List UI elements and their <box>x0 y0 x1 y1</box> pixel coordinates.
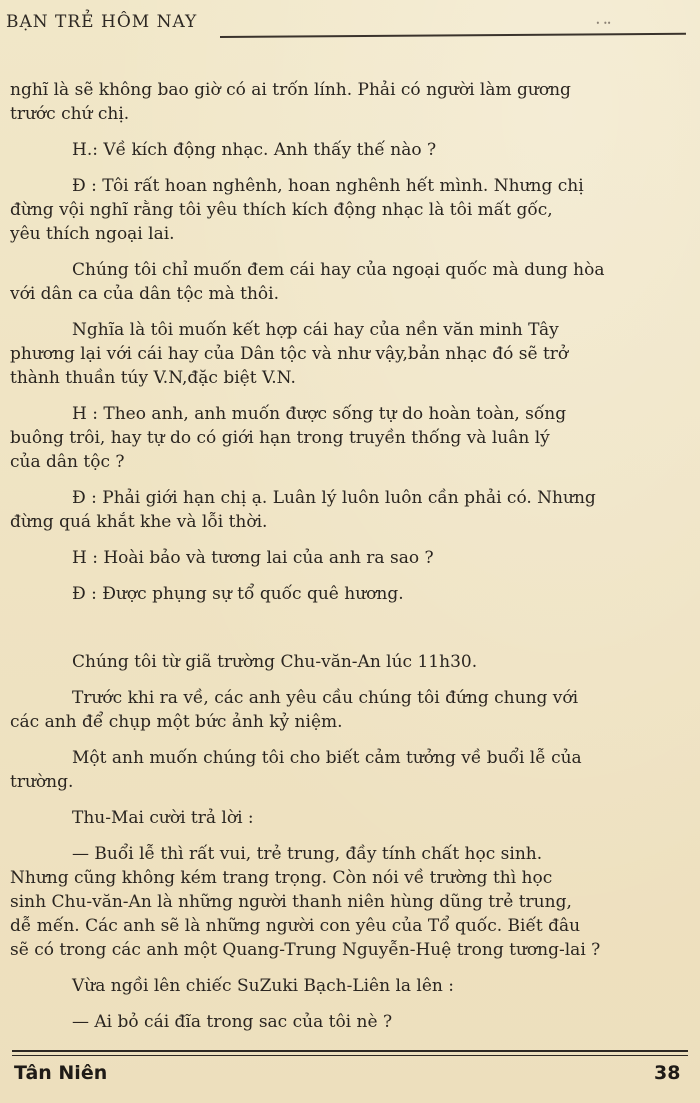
text-line: của dân tộc ? <box>10 452 125 472</box>
text-line: các anh để chụp một bức ảnh kỷ niệm. <box>10 712 343 732</box>
text-line: Nghĩa là tôi muốn kết hợp cái hay của nền văn minh Tây <box>72 320 559 340</box>
text-line: Chúng tôi từ giã trường Chu-văn-An lúc 11h30. <box>72 652 478 672</box>
text-line: phương lại với cái hay của Dân tộc và như vậy,bản nhạc đó sẽ trở <box>10 344 569 364</box>
paragraph-gap <box>10 570 686 582</box>
paragraph <box>10 974 686 998</box>
footer-rule-thin <box>12 1055 688 1056</box>
running-header-title: BẠN TRẺ HÔM NAY <box>6 12 198 32</box>
header-mark: ꞏ ꞏꞏ <box>596 16 611 30</box>
paragraph <box>10 486 686 534</box>
paragraph <box>10 746 686 794</box>
paragraph <box>10 806 686 830</box>
paragraph <box>10 582 686 606</box>
text-line: đừng quá khắt khe và lỗi thời. <box>10 512 268 532</box>
paragraph-gap <box>10 674 686 686</box>
paragraph-gap <box>10 998 686 1010</box>
text-line: Đ : Được phụng sự tổ quốc quê hương. <box>72 584 404 604</box>
paragraph <box>10 78 686 126</box>
paragraph-gap <box>10 126 686 138</box>
paragraph-gap <box>10 534 686 546</box>
text-line: Vừa ngồi lên chiếc SuZuki Bạch-Liên la lên : <box>72 976 455 996</box>
text-line: trường. <box>10 772 74 792</box>
text-line: — Buổi lễ thì rất vui, trẻ trung, đầy tính chất học sinh. <box>72 844 543 864</box>
paragraph <box>10 318 686 390</box>
paragraph <box>10 546 686 570</box>
text-line: Chúng tôi chỉ muốn đem cái hay của ngoại quốc mà dung hòa <box>72 260 605 280</box>
paragraph <box>10 842 686 962</box>
paragraph <box>10 174 686 246</box>
footer-magazine-title: Tân Niên <box>14 1062 108 1084</box>
article-body <box>10 78 686 1034</box>
text-line: H : Hoài bảo và tương lai của anh ra sao ? <box>72 548 434 568</box>
paragraph <box>10 650 686 674</box>
header-rule <box>220 33 686 38</box>
text-line: sẽ có trong các anh một Quang-Trung Nguyễn-Huệ trong tương-lai ? <box>10 940 601 960</box>
section-gap <box>10 606 686 650</box>
paragraph-gap <box>10 162 686 174</box>
paragraph-gap <box>10 962 686 974</box>
text-line: Đ : Tôi rất hoan nghênh, hoan nghênh hết mình. Nhưng chị <box>72 176 584 196</box>
text-line: nghĩ là sẽ không bao giờ có ai trốn lính. Phải có người làm gương <box>10 80 571 100</box>
paragraph-gap <box>10 246 686 258</box>
paragraph <box>10 138 686 162</box>
paragraph-gap <box>10 794 686 806</box>
text-line: Thu-Mai cười trả lời : <box>72 808 254 828</box>
text-line: trước chứ chị. <box>10 104 130 124</box>
text-line: Trước khi ra về, các anh yêu cầu chúng tôi đứng chung với <box>72 688 579 708</box>
paragraph-gap <box>10 830 686 842</box>
text-line: buông trôi, hay tự do có giới hạn trong truyền thống và luân lý <box>10 428 550 448</box>
text-line: — Ai bỏ cái đĩa trong sac của tôi nè ? <box>72 1012 393 1032</box>
text-line: Nhưng cũng không kém trang trọng. Còn nói về trường thì học <box>10 868 553 888</box>
text-line: với dân ca của dân tộc mà thôi. <box>10 284 279 304</box>
text-line: Đ : Phải giới hạn chị ạ. Luân lý luôn luôn cần phải có. Nhưng <box>72 488 596 508</box>
text-line: Một anh muốn chúng tôi cho biết cảm tưởng về buổi lễ của <box>72 748 582 768</box>
paragraph <box>10 258 686 306</box>
paragraph-gap <box>10 306 686 318</box>
text-line: đừng vội nghĩ rằng tôi yêu thích kích động nhạc là tôi mất gốc, <box>10 200 553 220</box>
paragraph <box>10 686 686 734</box>
paragraph <box>10 402 686 474</box>
text-line: yêu thích ngoại lai. <box>10 224 175 244</box>
text-line: sinh Chu-văn-An là những người thanh niên hùng dũng trẻ trung, <box>10 892 572 912</box>
paragraph-gap <box>10 734 686 746</box>
text-line: dễ mến. Các anh sẽ là những người con yêu của Tổ quốc. Biết đâu <box>10 916 581 936</box>
paragraph-gap <box>10 390 686 402</box>
paragraph-gap <box>10 474 686 486</box>
footer-rule-thick <box>12 1050 688 1052</box>
text-line: thành thuần túy V.N,đặc biệt V.N. <box>10 368 296 388</box>
text-line: H.: Về kích động nhạc. Anh thấy thế nào ? <box>72 140 437 160</box>
paragraph <box>10 1010 686 1034</box>
text-line: H : Theo anh, anh muốn được sống tự do hoàn toàn, sống <box>72 404 567 424</box>
page-number: 38 <box>654 1062 681 1084</box>
